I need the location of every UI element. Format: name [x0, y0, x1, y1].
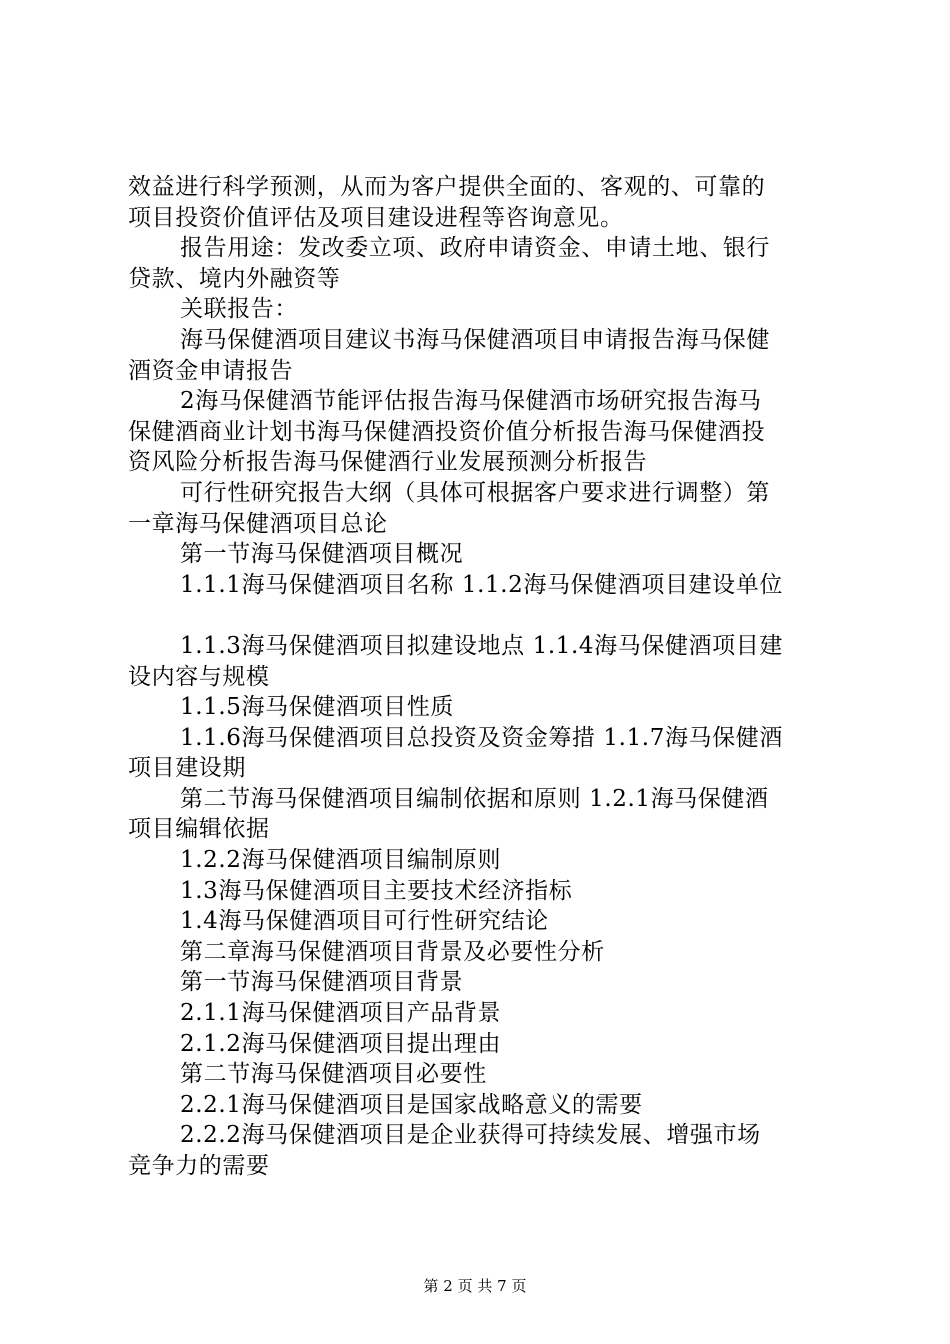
text-line: 关联报告： [180, 296, 298, 323]
text-line: 2.2.2海马保健酒项目是企业获得可持续发展、增强市场 [180, 1122, 761, 1149]
text-line: 资风险分析报告海马保健酒行业发展预测分析报告 [128, 449, 648, 476]
text-line: 1.1.3海马保健酒项目拟建设地点 1.1.4海马保健酒项目建 [180, 632, 783, 659]
document-body [128, 172, 833, 1182]
text-line: 报告用途：发改委立项、政府申请资金、申请土地、银行 [180, 235, 770, 262]
text-line: 可行性研究报告大纲（具体可根据客户要求进行调整）第 [180, 479, 770, 506]
text-line: 第二节海马保健酒项目必要性 [180, 1061, 487, 1088]
text-line: 酒资金申请报告 [128, 357, 294, 384]
text-line: 海马保健酒项目建议书海马保健酒项目申请报告海马保健 [180, 326, 770, 353]
text-line: 设内容与规模 [128, 663, 270, 690]
text-line: 项目编辑依据 [128, 816, 270, 843]
text-line: 2.1.1海马保健酒项目产品背景 [180, 1000, 502, 1027]
text-line: 1.3海马保健酒项目主要技术经济指标 [180, 877, 573, 904]
page-footer: 第 2 页 共 7 页 [423, 1277, 527, 1295]
text-line: 1.1.1海马保健酒项目名称 1.1.2海马保健酒项目建设单位 [180, 571, 783, 598]
text-line: 第一节海马保健酒项目概况 [180, 541, 464, 568]
text-line: 项目投资价值评估及项目建设进程等咨询意见。 [128, 204, 624, 231]
text-line: 贷款、境内外融资等 [128, 265, 341, 292]
text-line: 第二节海马保健酒项目编制依据和原则 1.2.1海马保健酒 [180, 785, 769, 812]
text-line: 1.1.5海马保健酒项目性质 [180, 694, 454, 721]
text-line: 2.1.2海马保健酒项目提出理由 [180, 1030, 502, 1057]
text-line: 1.4海马保健酒项目可行性研究结论 [180, 908, 549, 935]
text-line: 1.1.6海马保健酒项目总投资及资金筹措 1.1.7海马保健酒 [180, 724, 783, 751]
text-line: 第一节海马保健酒项目背景 [180, 969, 464, 996]
text-line: 2.2.1海马保健酒项目是国家战略意义的需要 [180, 1091, 643, 1118]
text-line: 项目建设期 [128, 755, 246, 782]
text-line: 保健酒商业计划书海马保健酒投资价值分析报告海马保健酒投 [128, 418, 766, 445]
blank-line [128, 600, 833, 631]
text-line: 2海马保健酒节能评估报告海马保健酒市场研究报告海马 [180, 388, 762, 415]
text-line: 竞争力的需要 [128, 1153, 270, 1179]
text-line: 第二章海马保健酒项目背景及必要性分析 [180, 938, 605, 965]
text-line: 一章海马保健酒项目总论 [128, 510, 388, 537]
text-line: 1.2.2海马保健酒项目编制原则 [180, 847, 502, 874]
text-line: 效益进行科学预测，从而为客户提供全面的、客观的、可靠的 [128, 174, 766, 200]
